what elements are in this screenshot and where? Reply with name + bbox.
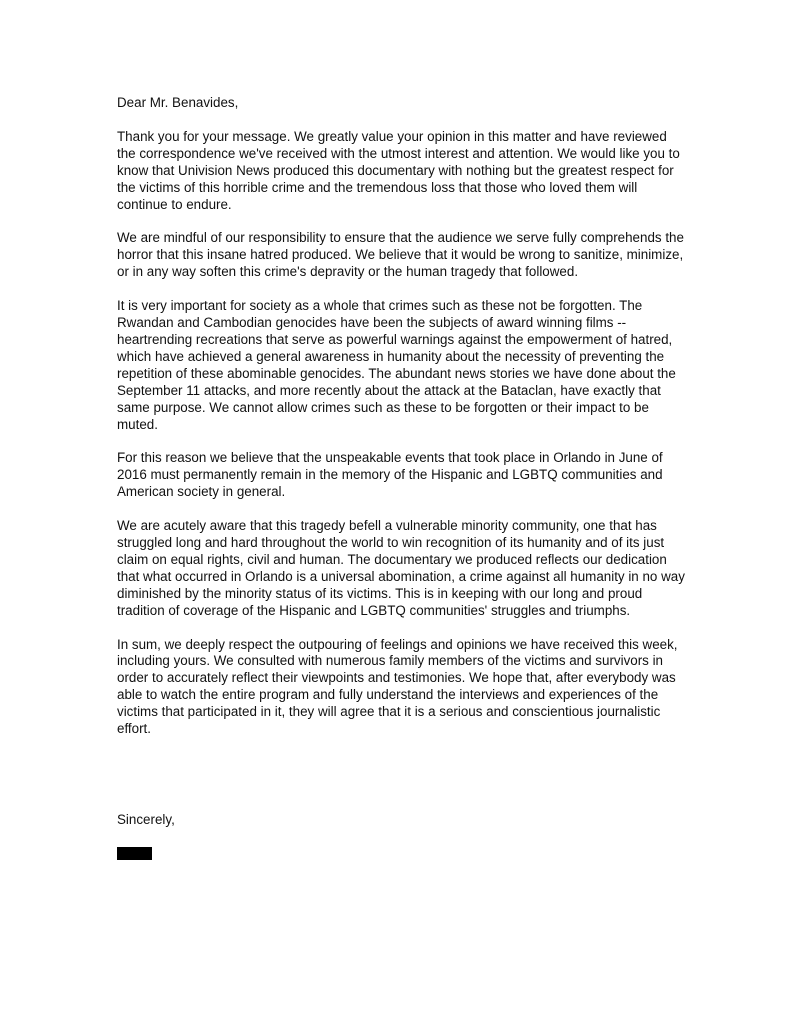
closing: Sincerely, (117, 812, 175, 827)
paragraph-5: We are acutely aware that this tragedy befell a vulnerable minority community, one that has struggled long and hard throughout the world to win recognition of its humanity and of its just claim on equal rights, civil and human. The documentary we produced reflects our dedication that what occurred in Orlando is a universal abomination, a crime against all humanity in no way diminished by the minority status of its victims. This is in keeping with our long and proud tradition of coverage of the Hispanic and LGBTQ communities' struggles and triumphs. (117, 518, 685, 618)
paragraph-2: We are mindful of our responsibility to ensure that the audience we serve fully comprehends the horror that this insane hatred produced. We believe that it would be wrong to sanitize, minimize, or in any way soften this crime's depravity or the human tragedy that followed. (117, 230, 684, 280)
paragraph-6: In sum, we deeply respect the outpouring of feelings and opinions we have received this week, including yours. We consulted with numerous family members of the victims and survivors in order to accurately reflect their viewpoints and testimonies. We hope that, after everybody was able to watch the entire program and fully understand the interviews and experiences of the victims that participated in it, they will agree that it is a serious and conscientious journalistic effort. (117, 636, 678, 737)
letter-body (117, 95, 687, 827)
paragraph-1: Thank you for your message. We greatly value your opinion in this matter and have reviewed the correspondence we've received with the utmost interest and attention. We would like you to know that Univision News produced this documentary with nothing but the greatest respect for the victims of this horrible crime and the tremendous loss that those who loved them will continue to endure. (117, 128, 680, 212)
redacted-signature-block (117, 847, 152, 860)
paragraph-4: For this reason we believe that the unspeakable events that took place in Orlando in June of 2016 must permanently remain in the memory of the Hispanic and LGBTQ communities and American society in general. (117, 450, 663, 500)
paragraph-3: It is very important for society as a whole that crimes such as these not be forgotten. The Rwandan and Cambodian genocides have been the subjects of award winning films -- heartrending recreations that serve as powerful warnings against the empowerment of hatred, which have achieved a general awareness in humanity about the necessity of preventing the repetition of these abominable genocides. The abundant news stories we have done about the September 11 attacks, and more recently about the attack at the Bataclan, have exactly that same purpose. We cannot allow crimes such as these to be forgotten or their impact to be muted. (117, 298, 676, 432)
salutation: Dear Mr. Benavides, (117, 95, 239, 110)
